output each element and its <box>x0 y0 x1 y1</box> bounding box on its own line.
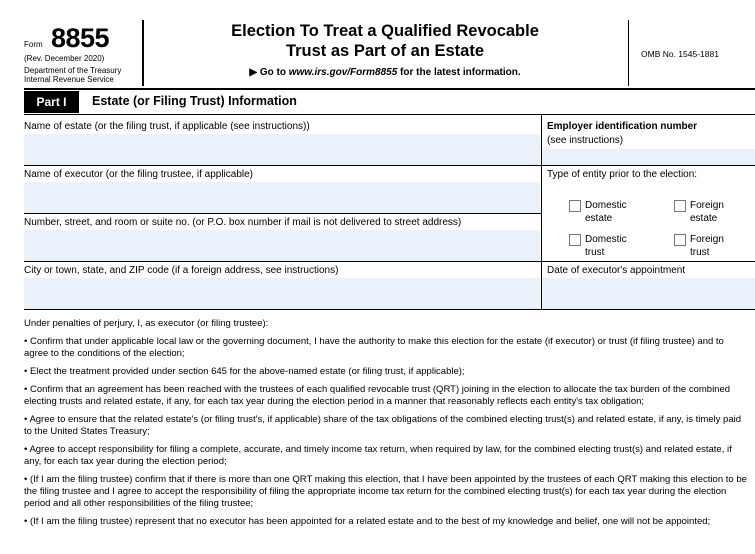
department-info <box>24 66 142 84</box>
appointment-date-input[interactable] <box>542 278 755 309</box>
domestic-estate-line2: estate <box>585 213 613 224</box>
foreign-trust-label <box>690 233 724 259</box>
perjury-intro: Under penalties of perjury, I, as executor (or filing trustee): <box>24 318 269 329</box>
part-title: Estate (or Filing Trust) Information <box>92 94 297 108</box>
address-input[interactable] <box>24 230 540 261</box>
ein-input[interactable] <box>542 149 755 165</box>
service-name: Internal Revenue Service <box>24 75 114 84</box>
form-number: 8855 <box>51 23 110 53</box>
header-divider-right <box>628 20 629 86</box>
goto-prefix: ▶ Go to <box>249 67 289 78</box>
foreign-trust-line1: Foreign <box>690 234 724 245</box>
row3-rule <box>24 261 755 262</box>
goto-suffix: for the latest information. <box>397 67 521 78</box>
form-label: Form <box>24 40 43 49</box>
perjury-bullet: • Agree to accept responsibility for filing a complete, accurate, and timely income tax return, when required by law, for the combined electing trust(s) and related estate, if any, for each tax year during the election period; <box>24 444 732 467</box>
department-name: Department of the Treasury <box>24 66 122 75</box>
address-label: Number, street, and room or suite no. (or P.O. box number if mail is not delivered to street address) <box>24 217 462 228</box>
header-divider-left <box>142 20 144 86</box>
header-rule <box>24 88 755 90</box>
title-line-1: Election To Treat a Qualified Revocable <box>231 22 539 40</box>
form-title <box>180 21 590 61</box>
city-input[interactable] <box>24 278 540 309</box>
domestic-estate-label <box>585 199 627 225</box>
perjury-bullet: • Confirm that an agreement has been reached with the trustees of each qualified revocable trust (QRT) joining in the election to allocate the tax burden of the combined electing trusts and related estate, if any, for each tax year during the election period in a manner that reasonably reflects each entity's tax obligation; <box>24 384 731 407</box>
domestic-estate-line1: Domestic <box>585 200 627 211</box>
city-label: City or town, state, and ZIP code (if a foreign address, see instructions) <box>24 265 339 276</box>
ein-label: Employer identification number <box>547 121 698 132</box>
executor-name-label: Name of executor (or the filing trustee, if applicable) <box>24 169 253 180</box>
foreign-estate-label <box>690 199 724 225</box>
estate-name-input[interactable] <box>24 134 540 165</box>
title-line-2: Trust as Part of an Estate <box>285 42 485 60</box>
perjury-bullet: • Confirm that under applicable local law or the governing document, I have the authority to make this election for the estate (if executor) or trust (if filing trustee) and to agree to the conditions of the election; <box>24 336 724 359</box>
row4-rule <box>24 309 755 310</box>
omb-number: OMB No. 1545-1881 <box>641 49 719 59</box>
foreign-estate-line2: estate <box>690 213 718 224</box>
part-rule <box>24 114 755 115</box>
perjury-statement <box>24 318 749 534</box>
entity-type-label: Type of entity prior to the election: <box>547 169 698 180</box>
perjury-bullet: • Agree to ensure that the related estate's (or filing trust's, if applicable) share of the tax obligations of the combined electing trust(s) and related estate, if any, is timely paid to the United States Treasury; <box>24 414 742 437</box>
appointment-date-label: Date of executor's appointment <box>547 265 686 276</box>
part-badge: Part I <box>24 91 79 113</box>
domestic-trust-line2: trust <box>585 247 605 258</box>
row2-rule <box>24 213 541 214</box>
ein-note: (see instructions) <box>547 135 624 146</box>
perjury-bullet: • (If I am the filing trustee) represent that no executor has been appointed for a related estate and to the best of my knowledge and belief, one will not be appointed; <box>24 516 711 527</box>
foreign-trust-checkbox[interactable] <box>674 234 686 246</box>
domestic-trust-line1: Domestic <box>585 234 627 245</box>
perjury-bullet: • (If I am the filing trustee) confirm that if there is more than one QRT making this election, that I have been appointed by the trustees of each QRT making this election to be the filing trustee and I agree to accept the responsibility of filing the appropriate income tax return for the combined electing trust(s) for each tax year during the election period and all other responsibilities of the filing trustee; <box>24 474 747 509</box>
foreign-trust-line2: trust <box>690 247 710 258</box>
domestic-trust-label <box>585 233 627 259</box>
domestic-trust-checkbox[interactable] <box>569 234 581 246</box>
domestic-estate-checkbox[interactable] <box>569 200 581 212</box>
revision-date: (Rev. December 2020) <box>24 54 105 63</box>
row1-rule <box>24 165 755 166</box>
foreign-estate-checkbox[interactable] <box>674 200 686 212</box>
executor-name-input[interactable] <box>24 182 540 213</box>
foreign-estate-line1: Foreign <box>690 200 724 211</box>
estate-name-label: Name of estate (or the filing trust, if applicable (see instructions)) <box>24 121 310 132</box>
perjury-bullet: • Elect the treatment provided under section 645 for the above-named estate (or filing trust, if applicable); <box>24 366 465 377</box>
form-url-link[interactable]: www.irs.gov/Form8855 <box>288 67 398 78</box>
goto-instruction <box>180 67 590 78</box>
